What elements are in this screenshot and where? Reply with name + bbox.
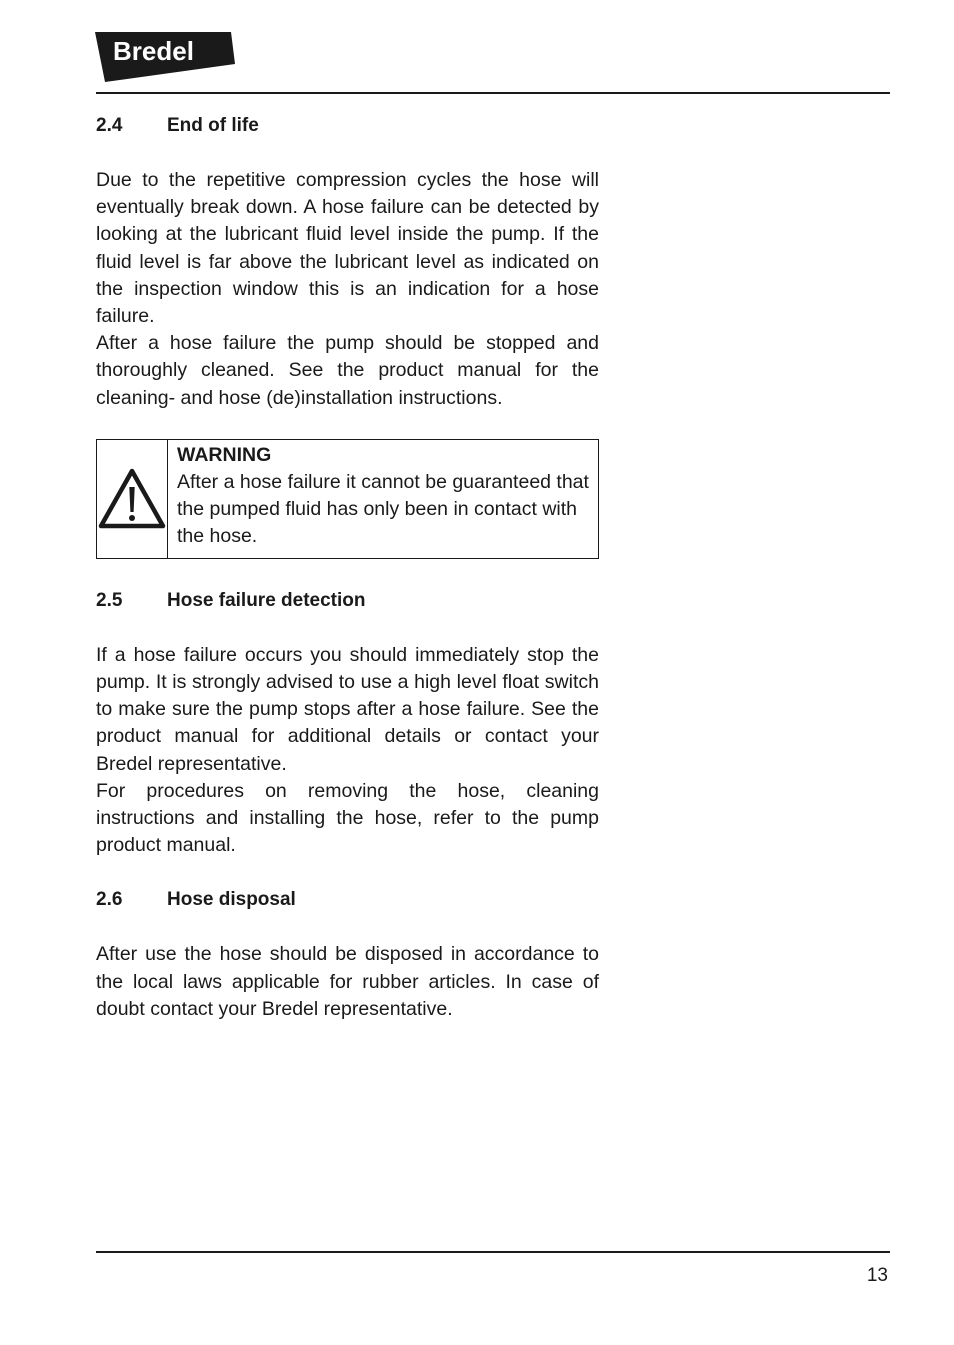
footer-divider xyxy=(96,1251,890,1253)
paragraph: For procedures on removing the hose, cleaning instructions and installing the hose, refer to the pump product manual. xyxy=(96,779,599,857)
section-title: Hose failure detection xyxy=(167,589,366,611)
section-heading-2-4 xyxy=(96,112,599,139)
page-number: 13 xyxy=(866,1265,888,1286)
warning-triangle-icon xyxy=(97,467,167,531)
bredel-logo xyxy=(95,30,235,82)
header-divider xyxy=(96,92,890,94)
section-heading-2-6 xyxy=(96,886,599,913)
section-title: End of life xyxy=(167,115,259,136)
paragraph: If a hose failure occurs you should immediately stop the pump. It is strongly advised to use a high level float switch to make sure the pump stops after a hose failure. See the product manual for additional details or contact your Bredel representative. xyxy=(96,643,599,775)
paragraph: After a hose failure the pump should be stopped and thoroughly cleaned. See the product manual for the cleaning- and hose (de)installation instructions. xyxy=(96,332,599,409)
section-title: Hose disposal xyxy=(167,889,296,911)
paragraph: After use the hose should be disposed in accordance to the local laws applicable for rubber articles. In case of doubt contact your Bredel representative. xyxy=(96,943,599,1020)
warning-text-cell xyxy=(168,440,598,558)
paragraph: Due to the repetitive compression cycles the hose will eventually break down. A hose failure can be detected by looking at the lubricant fluid level inside the pump. If the fluid level is far above the lubricant level as indicated on the inspection window this is an indication for a hose failure. xyxy=(96,169,599,328)
section-number: 2.5 xyxy=(96,589,123,611)
section-heading-2-5 xyxy=(96,587,599,614)
warning-text: After a hose failure it cannot be guaranteed that the pumped fluid has only been in contact with the hose. xyxy=(177,471,589,548)
svg-text:Bredel: Bredel xyxy=(113,36,194,66)
section-number: 2.4 xyxy=(96,115,123,136)
warning-icon-cell xyxy=(97,440,168,558)
section-number: 2.6 xyxy=(96,889,123,911)
warning-box xyxy=(96,439,599,559)
warning-title: WARNING xyxy=(177,443,272,466)
main-content xyxy=(96,112,599,1023)
